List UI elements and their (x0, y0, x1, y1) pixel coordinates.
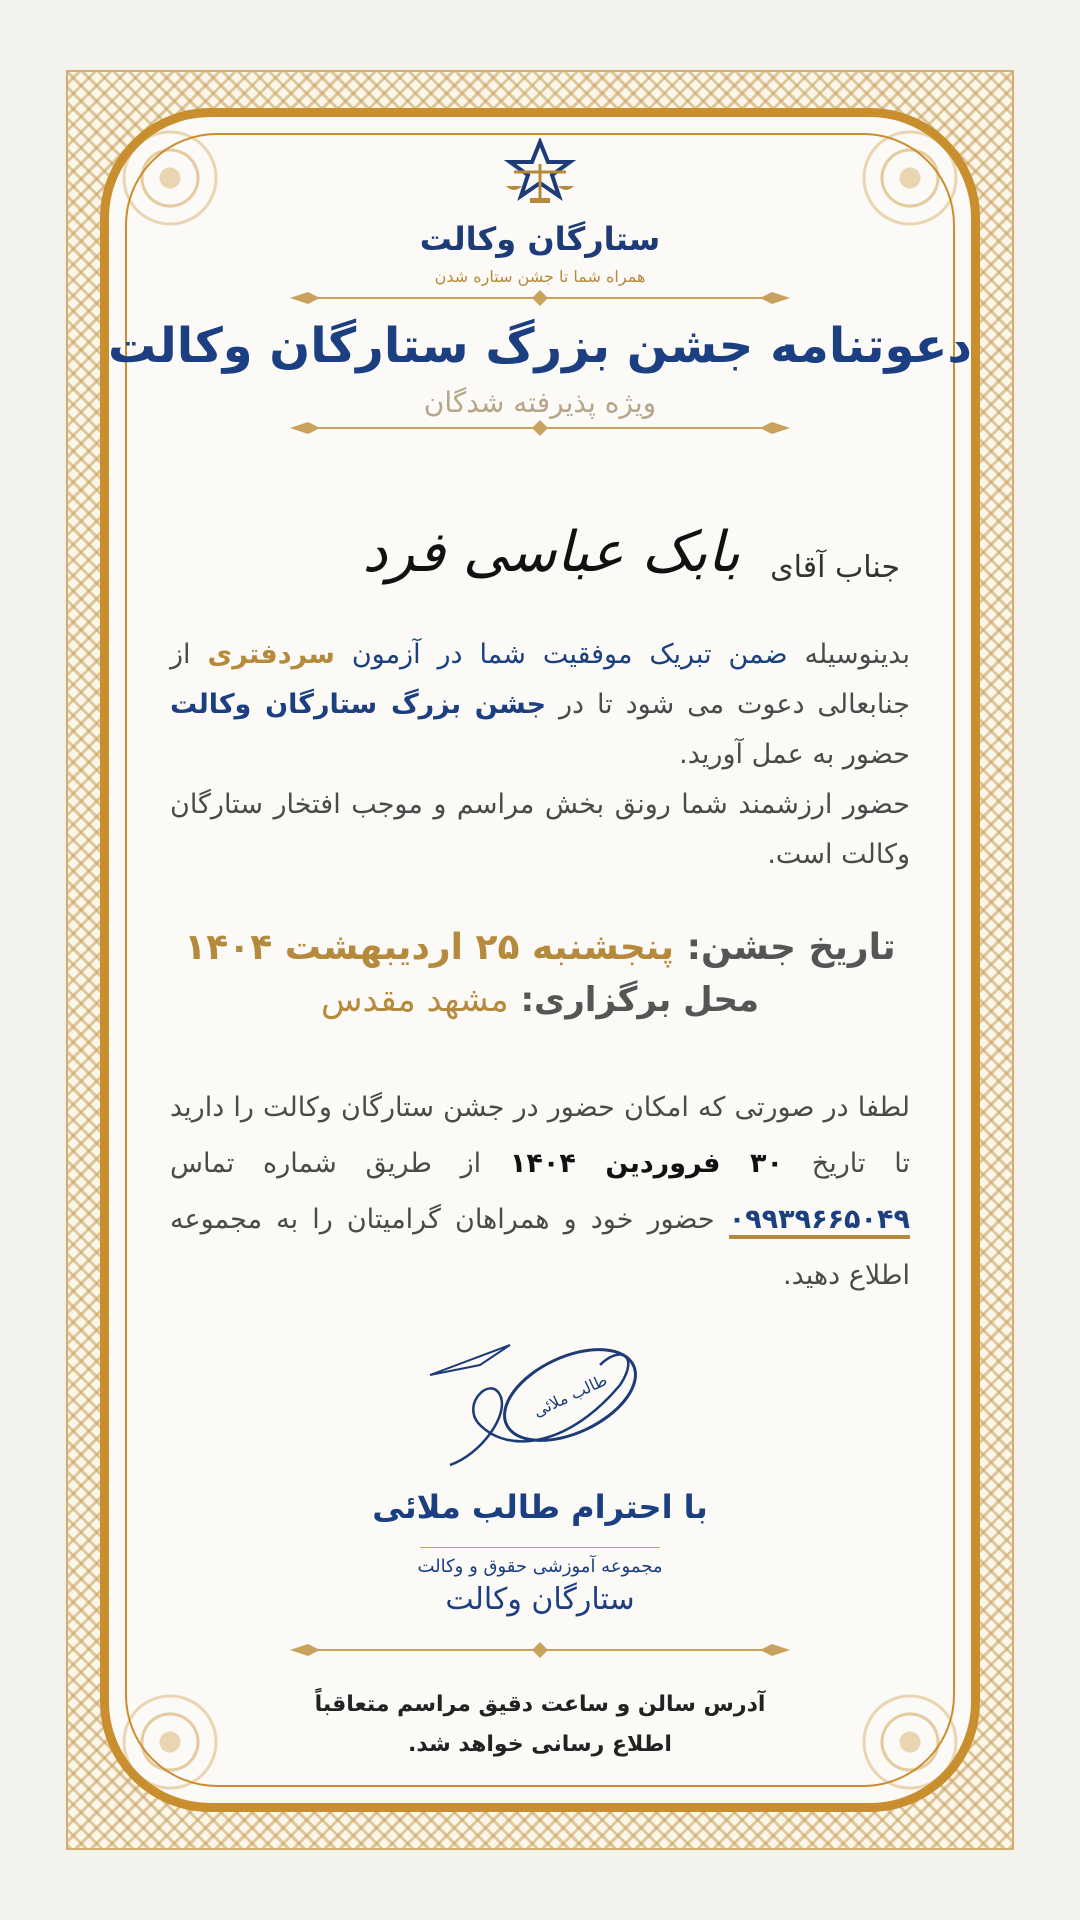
phone-number[interactable]: ۰۹۹۳۹۶۶۵۰۴۹ (729, 1204, 910, 1239)
event-date (0, 927, 1080, 968)
rsvp-part: حضور خود و همراهان گرامیتان را به مجموعه اطلاع دهید. (170, 1204, 910, 1291)
exam-name: سردفتری (207, 639, 335, 670)
body-text: بدینوسیله (804, 639, 910, 670)
body-text: حضور به عمل آورید. (679, 739, 910, 770)
rsvp-text (170, 1080, 910, 1304)
salutation: جناب آقای (770, 550, 900, 585)
body-highlight: ضمن تبریک موفقیت شما در آزمون (351, 639, 788, 670)
body-text: حضور ارزشمند شما رونق بخش مراسم و موجب افتخار ستارگان وکالت است. (170, 789, 910, 870)
divider-ornament-icon (290, 288, 790, 308)
body-text: از جنابعالی دعوت می شود تا در (170, 639, 910, 720)
org-name: ستارگان وکالت (445, 1582, 635, 1617)
divider-ornament-icon (290, 1640, 790, 1660)
divider-ornament-icon (290, 418, 790, 438)
date-label: تاریخ جشن: (686, 927, 896, 968)
rsvp-deadline: ۳۰ فروردین ۱۴۰۴ (509, 1148, 784, 1179)
date-value: پنجشنبه ۲۵ اردیبهشت ۱۴۰۴ (184, 927, 675, 968)
footer-line: اطلاع رسانی خواهد شد. (408, 1732, 672, 1757)
place-value: مشهد مقدس (320, 980, 509, 1020)
stamp-text: طالب ملائی (530, 1370, 611, 1421)
star-scales-logo-icon (500, 138, 580, 208)
brand-tagline: همراه شما تا جشن ستاره شدن (434, 267, 646, 286)
regards-line: با احترام طالب ملائی (372, 1488, 708, 1526)
brand-name: ستارگان وکالت (419, 220, 661, 258)
footer-line: آدرس سالن و ساعت دقیق مراسم متعاقباً (314, 1692, 766, 1717)
rsvp-part: از طریق شماره تماس (170, 1148, 482, 1179)
org-subtitle: مجموعه آموزشی حقوق و وکالت (417, 1556, 663, 1577)
invitation-subtitle: ویژه پذیرفته شدگان (423, 386, 657, 419)
rsvp-part: لطفا در صورتی که امکان حضور در جشن ستارگان وکالت را دارید تا تاریخ (170, 1092, 910, 1179)
invitation-title: دعوتنامه جشن بزرگ ستارگان وکالت (107, 318, 973, 374)
separator-line (420, 1547, 660, 1548)
place-label: محل برگزاری: (520, 980, 760, 1020)
guest-name: بابک عباسی فرد (362, 520, 740, 585)
invitation-body (170, 630, 910, 880)
event-place (0, 980, 1080, 1020)
signature-stamp (420, 1325, 660, 1475)
footer-note (0, 1685, 1080, 1765)
event-name: جشن بزرگ ستارگان وکالت (170, 689, 547, 720)
